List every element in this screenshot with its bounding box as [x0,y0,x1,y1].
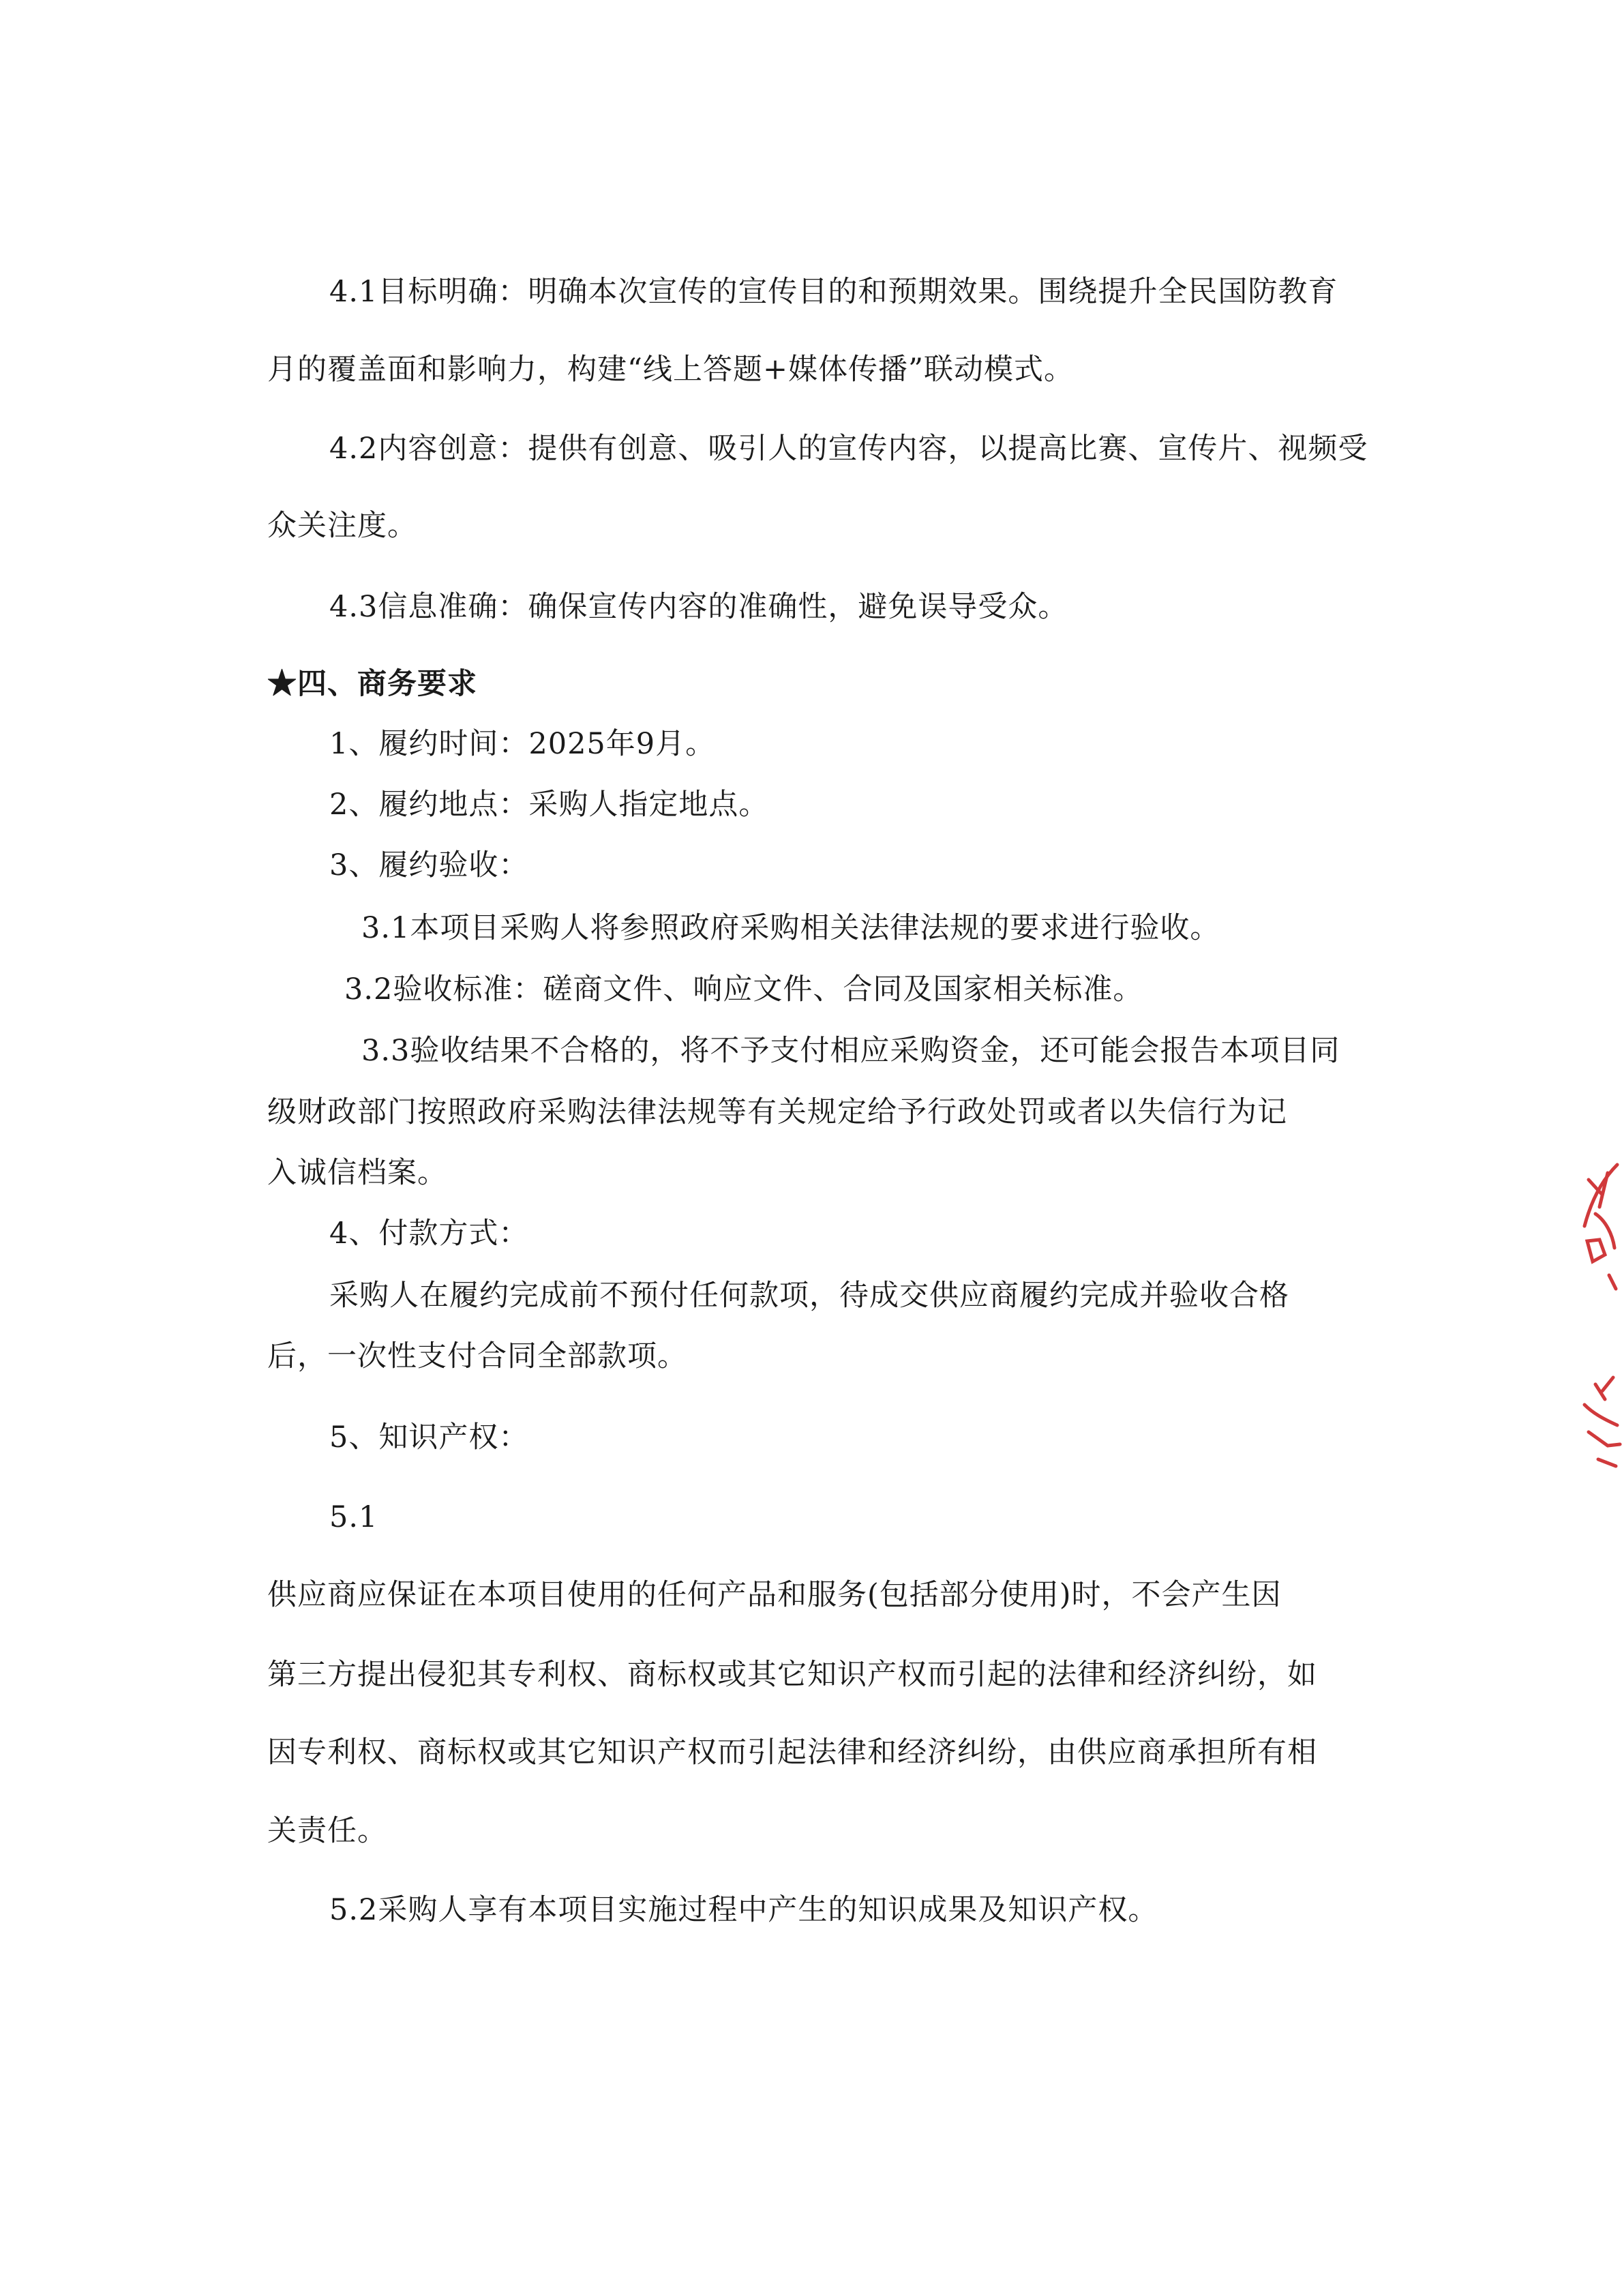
paragraph-payment-line-2: 后，一次性支付合同全部款项。 [267,1339,687,1373]
item-3-performance-acceptance: 3、履约验收： [329,848,529,882]
paragraph-5-1-line-4: 关责任。 [267,1814,387,1848]
paragraph-4-2-line-2: 众关注度。 [267,509,417,543]
item-2-performance-location: 2、履约地点：采购人指定地点。 [329,788,769,822]
paragraph-4-1-line-2: 月的覆盖面和影响力，构建“线上答题+媒体传播”联动模式。 [267,353,1074,387]
paragraph-3-3-line-2: 级财政部门按照政府采购法律法规等有关规定给予行政处罚或者以失信行为记 [267,1095,1287,1129]
paragraph-3-3-line-3: 入诚信档案。 [267,1156,447,1190]
item-4-payment-method: 4、付款方式： [329,1217,529,1251]
paragraph-4-3: 4.3信息准确：确保宣传内容的准确性，避免误导受众。 [329,590,1068,624]
paragraph-5-1-line-3: 因专利权、商标权或其它知识产权而引起法律和经济纠纷，由供应商承担所有相 [267,1735,1317,1770]
paragraph-5-1-line-1: 供应商应保证在本项目使用的任何产品和服务(包括部分使用)时，不会产生因 [267,1578,1282,1612]
paragraph-3-1: 3.1本项目采购人将参照政府采购相关法律法规的要求进行验收。 [361,911,1220,945]
paragraph-payment-line-1: 采购人在履约完成前不预付任何款项，待成交供应商履约完成并验收合格 [329,1279,1289,1313]
paragraph-4-2-line-1: 4.2内容创意：提供有创意、吸引人的宣传内容，以提高比赛、宣传片、视频受 [329,432,1368,466]
paragraph-5-1-number: 5.1 [329,1500,378,1534]
paragraph-3-2: 3.2验收标准：磋商文件、响应文件、合同及国家相关标准。 [344,972,1143,1007]
section-heading-business-requirements: ★四、商务要求 [267,667,477,701]
item-5-intellectual-property: 5、知识产权： [329,1420,529,1455]
item-1-performance-time: 1、履约时间：2025年9月。 [329,727,716,761]
paragraph-3-3-line-1: 3.3验收结果不合格的，将不予支付相应采购资金，还可能会报告本项目同 [361,1034,1340,1068]
paragraph-5-2: 5.2采购人享有本项目实施过程中产生的知识成果及知识产权。 [329,1893,1158,1927]
paragraph-4-1-line-1: 4.1目标明确：明确本次宣传的宣传目的和预期效果。围绕提升全民国防教育 [329,275,1338,309]
paragraph-5-1-line-2: 第三方提出侵犯其专利权、商标权或其它知识产权而引起的法律和经济纠纷，如 [267,1658,1317,1692]
seal-stamp-fragment [1575,1159,1622,1473]
